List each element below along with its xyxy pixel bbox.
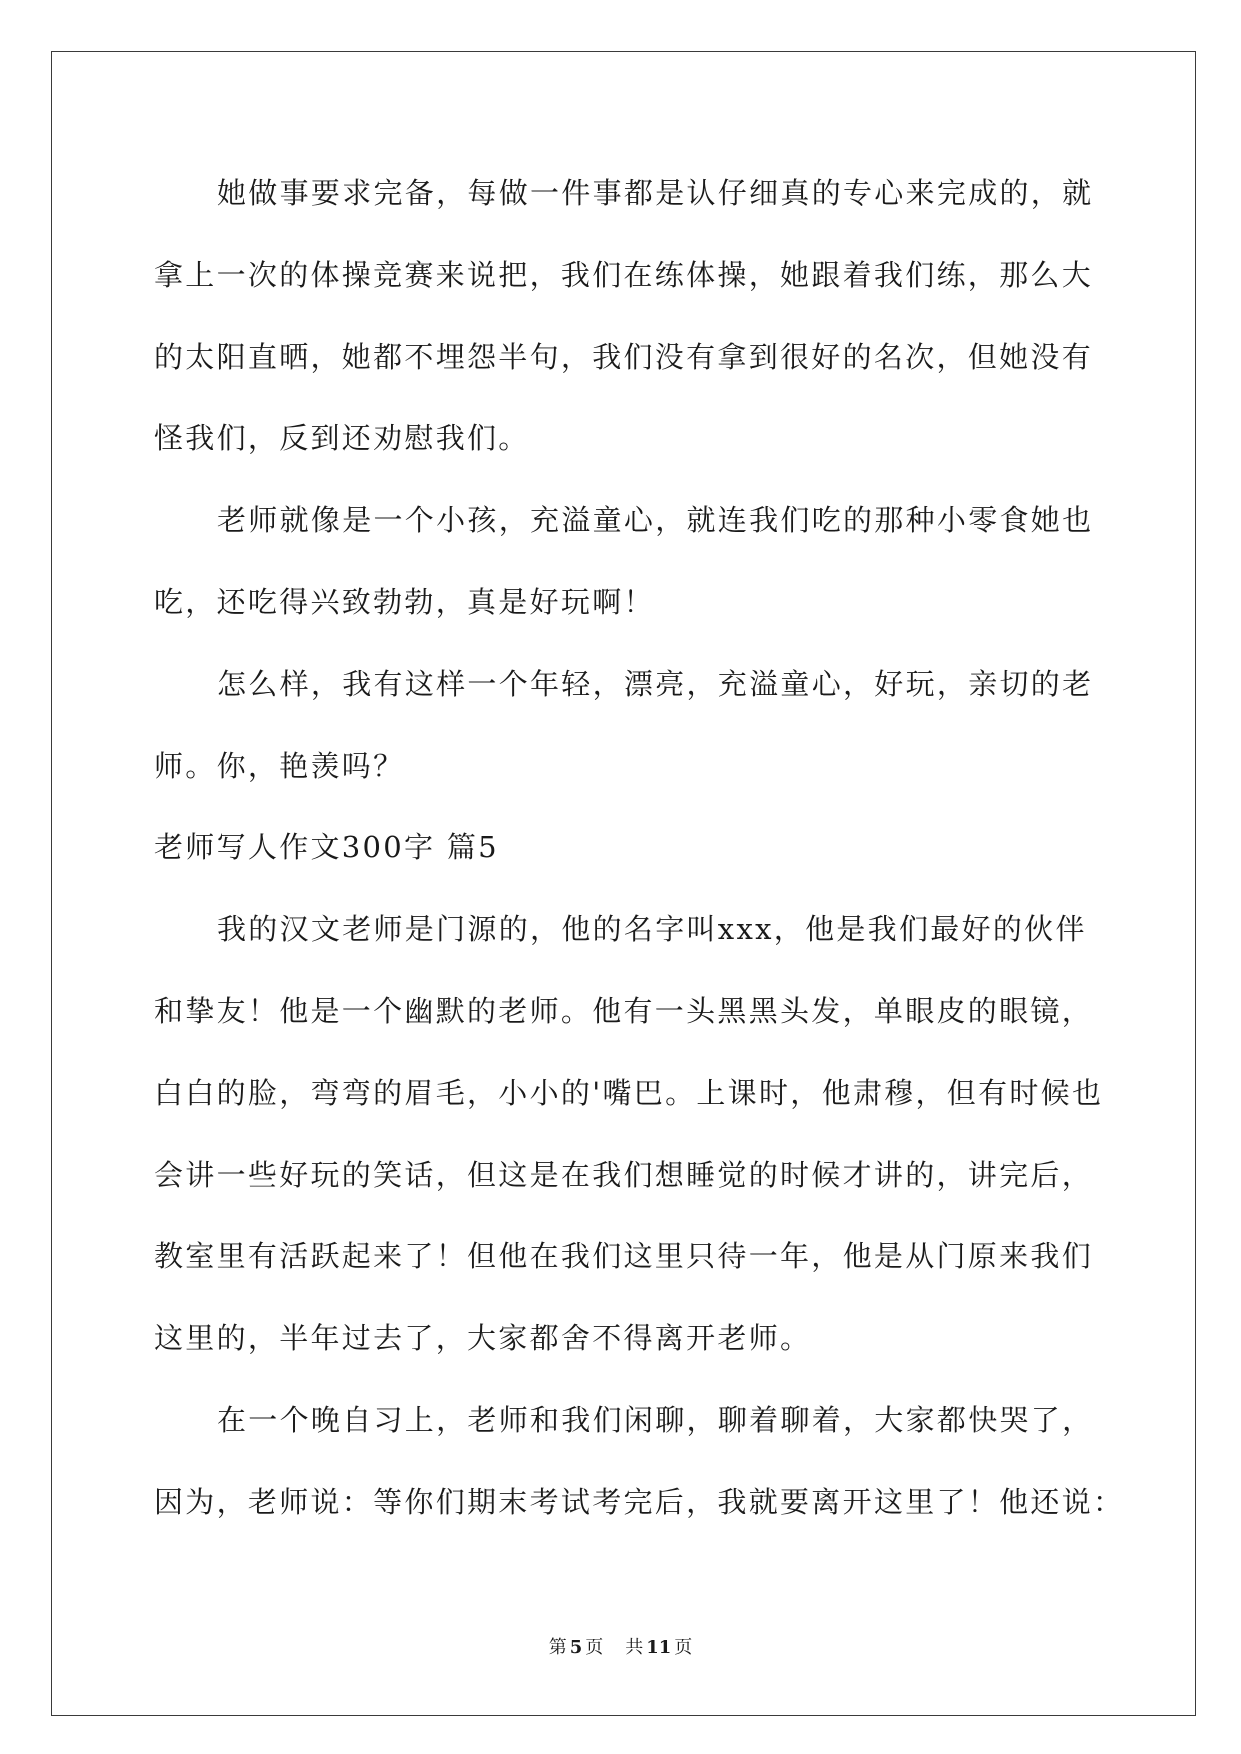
page-prefix: 第 xyxy=(548,1637,567,1658)
text-line: 这里的，半年过去了，大家都舍不得离开老师。 xyxy=(154,1321,812,1356)
text-line: 和挚友！他是一个幽默的老师。他有一头黑黑头发，单眼皮的眼镜， xyxy=(154,993,1094,1028)
text-line: 老师就像是一个小孩，充溢童心，就连我们吃的那种小零食她也 xyxy=(217,503,1094,538)
page-footer xyxy=(0,1636,1241,1660)
text-line: 我的汉文老师是门源的，他的名字叫xxx，他是我们最好的伙伴 xyxy=(217,912,1087,947)
text-line: 怎么样，我有这样一个年轻，漂亮，充溢童心，好玩，亲切的老 xyxy=(217,666,1094,701)
total-prefix: 共 xyxy=(625,1637,644,1658)
page-unit: 页 xyxy=(585,1637,604,1658)
text-line: 怪我们，反到还劝慰我们。 xyxy=(154,421,530,456)
text-line: 教室里有活跃起来了！但他在我们这里只待一年，他是从门原来我们 xyxy=(154,1239,1094,1274)
paragraph xyxy=(154,480,1154,644)
paragraph xyxy=(154,153,1154,480)
text-line: 会讲一些好玩的笑话，但这是在我们想睡觉的时候才讲的，讲完后， xyxy=(154,1157,1094,1192)
page-number-current: 5 xyxy=(569,1637,583,1658)
document-body xyxy=(154,153,1154,1544)
page-number-total: 11 xyxy=(646,1637,672,1658)
paragraph xyxy=(154,644,1154,808)
section-heading: 老师写人作文300字 篇5 xyxy=(154,830,499,865)
paragraph xyxy=(154,889,1154,1380)
text-line: 师。你，艳羡吗？ xyxy=(154,748,405,783)
paragraph xyxy=(154,1380,1154,1544)
text-line: 拿上一次的体操竞赛来说把，我们在练体操，她跟着我们练，那么大 xyxy=(154,257,1094,292)
text-line: 的太阳直晒，她都不埋怨半句，我们没有拿到很好的名次，但她没有 xyxy=(154,339,1094,374)
text-line: 吃，还吃得兴致勃勃，真是好玩啊！ xyxy=(154,584,655,619)
total-unit: 页 xyxy=(674,1637,693,1658)
text-line: 在一个晚自习上，老师和我们闲聊，聊着聊着，大家都快哭了， xyxy=(217,1402,1094,1437)
text-line: 因为，老师说：等你们期末考试考完后，我就要离开这里了！他还说： xyxy=(154,1484,1125,1519)
text-line: 她做事要求完备，每做一件事都是认仔细真的专心来完成的，就 xyxy=(217,176,1094,210)
text-line: 白白的脸，弯弯的眉毛，小小的'嘴巴。上课时，他肃穆，但有时候也 xyxy=(154,1075,1104,1110)
